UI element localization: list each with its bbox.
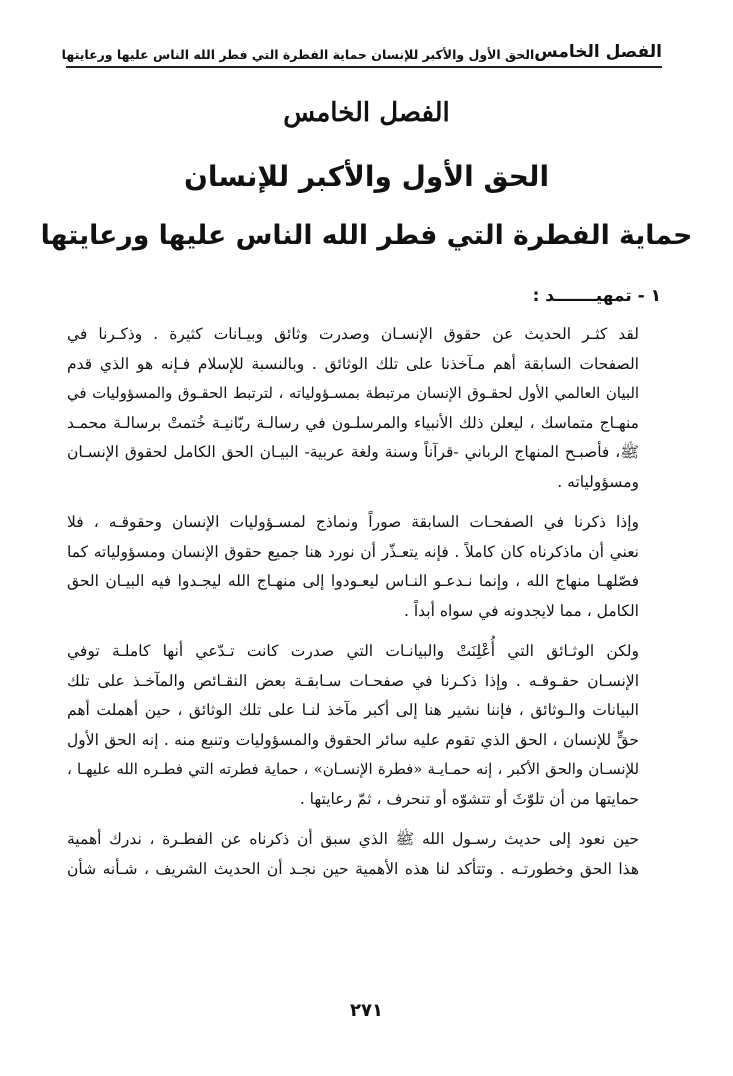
text-line: منهـاج متماسك ، ليعلن ذلك الأنبياء والمرسلـون في رسالـة ربّانيـة خُتمتْ برسالـة محمـد — [67, 413, 639, 432]
text-line: الإنسـان حقـوقـه . وإذا ذكـرنا في صفحـات سـابقـة بعض النقـائص والمآخـذ على تلك — [67, 671, 639, 690]
page-number: ٢٧١ — [350, 1000, 383, 1021]
text-line: حمايتها من أن تلوّثَ أو تتشوّه أو تنحرف ، ثمّ رعايتها . — [299, 789, 639, 808]
text-line: فصّلهـا منهاج الله ، وإنما نـدعـو النـاس ليعـودوا إلى منهـاج الله ليجـدوا فيه البيـان الحق — [67, 572, 639, 590]
body-text — [67, 320, 659, 895]
text-line: البيان العالمي الأول لحقـوق الإنسان مرتبطة بمسـؤولياته ، لترتبط الحقـوق والمسؤوليات في — [67, 384, 639, 402]
main-title: الحق الأول والأكبر للإنسان — [183, 160, 550, 193]
paragraph — [67, 508, 659, 626]
chapter-heading: الفصل الخامس — [283, 98, 450, 128]
text-line: نعني أن ماذكرناه كان كاملاً . فإنه يتعـذّر أن نورد هنا جميع حقوق الإنسان ومسؤولياته كما — [67, 542, 639, 561]
text-line: لقد كثـر الحديث عن حقوق الإنسـان وصدرت وثائق وبيـانات كثيرة . وذكـرنا في — [67, 325, 639, 343]
section-heading: ١ - تمهيـــــــد : — [532, 286, 661, 306]
text-line: وإذا ذكرنا في الصفحـات السابقة صوراً ونماذج لمسـؤوليات الإنسان وحقوقـه ، فلا — [67, 513, 639, 531]
text-line: الكامل ، مما لايجدونه في سواه أبداً . — [404, 601, 639, 620]
paragraph — [67, 320, 659, 497]
text-line: ولكن الوثـائق التي أُعْلِنَتْ والبيانـات التي صدرت كانت تـدّعي أنها كاملـة توفي — [67, 642, 639, 660]
text-line: البيانات والـوثائق ، فإننا نشير هنا إلى أكبر مآخذ لنـا على تلك الوثائق ، حين أهملت أهم — [67, 701, 639, 719]
text-line: حين نعود إلى حديث رسـول الله ﷺ الذي سبق أن ذكرناه عن الفطـرة ، ندرك أهمية — [67, 830, 639, 848]
running-header-title: الحق الأول والأكبر للإنسان حماية الفطرة التي فطر الله الناس عليها ورعايتها — [61, 47, 535, 62]
paragraph — [67, 825, 659, 884]
running-header — [61, 38, 662, 68]
text-line: حقٍّ للإنسان ، الحق الذي تقوم عليه سائر الحقوق والمسؤوليات وتنبع منه . إنه الحق الأول — [67, 730, 639, 749]
text-line: ﷺ، فأصبـح المنهاج الرباني -قرآناً وسنة ولغة عربية- البيـان الحق الكامل لحقوق الإنسـان — [67, 443, 639, 461]
subtitle: حماية الفطرة التي فطر الله الناس عليها ورعايتها — [40, 220, 693, 251]
text-line: للإنسـان والحق الأكبر ، إنه حمـايـة «فطرة الإنسـان» ، حماية فطرته التي فطـره الله عليهـا ، — [67, 760, 639, 778]
running-header-chapter: الفصل الخامس — [534, 42, 662, 62]
text-line: هذا الحق وخطورتـه . وتتأكد لنا هذه الأهمية حين نجـد أن الحديث الشريف ، شـأنه شأن — [67, 859, 639, 878]
paragraph — [67, 637, 659, 814]
text-line: الصفحات السابقة أهم مـآخذنا على تلك الوثائق . وبالنسبة للإسلام فـإنه هو الذي قدم — [67, 354, 639, 373]
text-line: ومسؤولياته . — [557, 472, 639, 491]
